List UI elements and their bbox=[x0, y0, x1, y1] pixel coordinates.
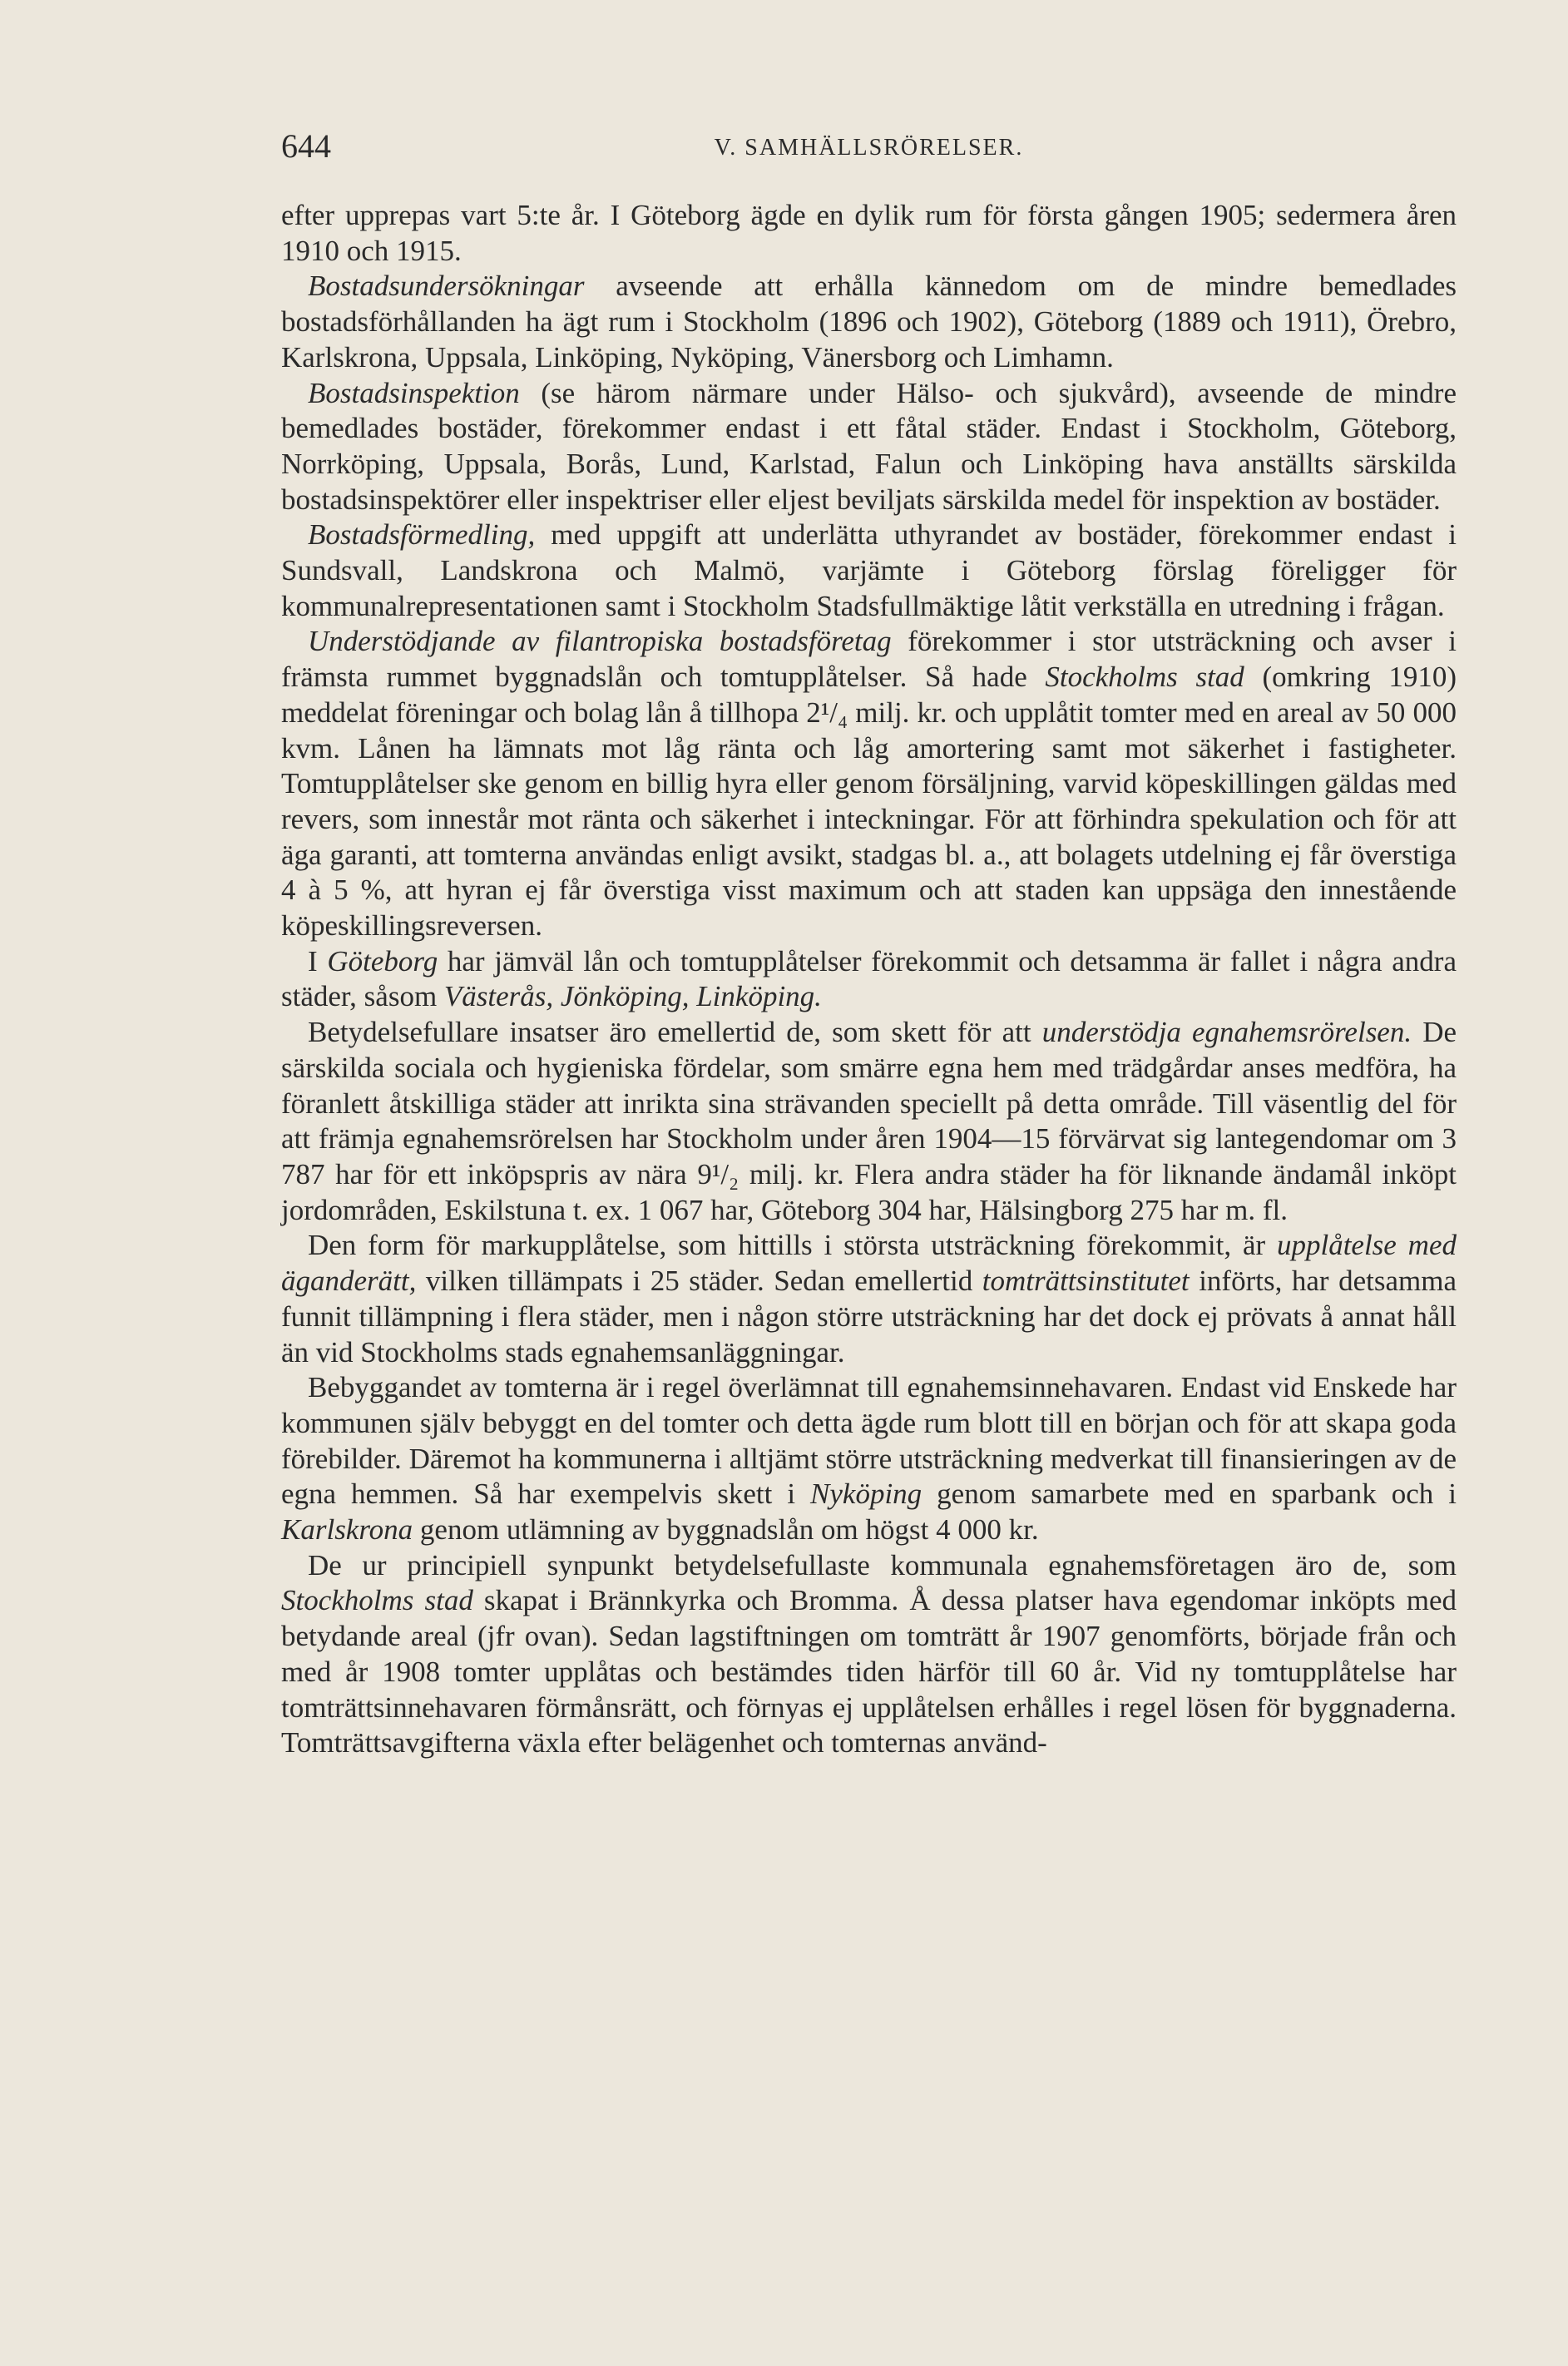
italic-term: Stockholms stad bbox=[281, 1584, 473, 1617]
text-run: De särskilda sociala och hygieniska fördelar, som smärre egna hem med trädgårdar anses medföra, ha föranlett åtskilliga städer att inrikta sina strävanden speciellt på detta område. Till väsentlig del för att främja egnahemsrörelsen har Stockholm under åren 1904—15 förvärvat sig lantegendomar om 3 787 har för ett inköpspris av nära 9¹/₂ milj. kr. Flera andra städer ha för liknande ändamål inköpt jordområden, Eskilstuna t. ex. 1 067 har, Göteborg 304 har, Hälsingborg 275 har m. fl. bbox=[281, 1016, 1457, 1226]
text-run: De ur principiell synpunkt betydelsefullaste kommunala egnahemsföretagen äro de, som bbox=[308, 1548, 1457, 1581]
page-number: 644 bbox=[281, 127, 331, 165]
paragraph bbox=[281, 517, 1457, 624]
italic-term: Västerås, Jönköping, Linköping. bbox=[443, 980, 822, 1013]
text-run: I bbox=[308, 944, 328, 978]
text-run: införts, har detsamma funnit tillämpning i flera städer, men i någon större utsträckning har det dock ej prövats å annat håll än vid Stockholms stads egnahemsanläggningar. bbox=[281, 1265, 1457, 1369]
running-head: V. SAMHÄLLSRÖRELSER. bbox=[714, 135, 1024, 161]
italic-term: Bostadsförmedling, bbox=[308, 518, 536, 552]
text-run: genom samarbete med en sparbank och i bbox=[922, 1478, 1457, 1511]
text-run: Betydelsefullare insatser äro emellertid de, som skett för att bbox=[308, 1016, 1042, 1049]
text-run: efter upprepas vart 5:te år. I Göteborg ägde en dylik rum för första gången 1905; sedermera åren 1910 och 1915. bbox=[281, 199, 1457, 267]
italic-term: tomträttsinstitutet bbox=[982, 1265, 1190, 1298]
italic-term: Göteborg bbox=[327, 944, 438, 978]
text-run: skapat i Brännkyrka och Bromma. Å dessa platser hava egendomar inköpts med betydande areal (jfr ovan). Sedan lagstiftningen om tomträtt år 1907 genomförts, började från och med år 1908 tomter upplåtas och bestämdes tiden härför till 60 år. Vid ny tomtupplåtelse har tomträttsinnehavaren förmånsrätt, och förnyas ej upplåtelsen erhålles i regel lösen för byggnaderna. Tomträttsavgifterna växla efter belägenhet och tomternas använd- bbox=[281, 1584, 1457, 1760]
italic-term: upplåtelse med äganderätt, bbox=[281, 1229, 1457, 1298]
text-run: (omkring 1910) meddelat föreningar och bolag lån å tillhopa 2¹/₄ milj. kr. och upplåtit tomter med en areal av 50 000 kvm. Lånen ha lämnats mot låg ränta och låg amortering samt mot säkerhet i fastigheter. Tomtupplåtelser ske genom en billig hyra eller genom försäljning, varvid köpeskillingen gäldas med revers, som innestår mot ränta och säkerhet i inteckningar. För att förhindra spekulation och för att äga garanti, att tomterna användas enligt avsikt, stadgas bl. a., att bolagets utdelning ej får överstiga 4 à 5 %, att hyran ej får överstiga visst maximum och att staden kan uppsäga den innestående köpeskillingsreversen. bbox=[281, 661, 1457, 943]
paragraph bbox=[281, 1370, 1457, 1548]
italic-term: Nyköping bbox=[810, 1478, 922, 1511]
paragraph bbox=[281, 944, 1457, 1015]
paragraph bbox=[281, 624, 1457, 943]
paragraph bbox=[281, 198, 1457, 269]
text-run: avseende att erhålla kännedom om de mindre bemedlades bostadsförhållanden ha ägt rum i Stockholm (1896 och 1902), Göteborg (1889 och 1911), Örebro, Karlskrona, Uppsala, Linköping, Nyköping, Vänersborg och Limhamn. bbox=[281, 270, 1457, 374]
text-run: (se härom närmare under Hälso- och sjukvård), avseende de mindre bemedlades bostäder, förekommer endast i ett fåtal städer. Endast i Stockholm, Göteborg, Norrköping, Uppsala, Borås, Lund, Karlstad, Falun och Linköping hava anställts särskilda bostadsinspektörer eller inspektriser eller eljest beviljats särskilda medel för inspektion av bostäder. bbox=[281, 376, 1457, 516]
italic-term: Bostadsinspektion bbox=[308, 376, 520, 409]
italic-term: Bostadsundersökningar bbox=[308, 270, 585, 303]
paragraph bbox=[281, 1548, 1457, 1761]
text-run: förekommer i stor utsträckning och avser i främsta rummet byggnadslån och tomtupplåtelser. Så hade bbox=[281, 625, 1457, 694]
text-run: vilken tillämpats i 25 städer. Sedan emellertid bbox=[416, 1265, 982, 1298]
body-text bbox=[281, 198, 1457, 1761]
italic-term: understödja egnahemsrörelsen. bbox=[1041, 1016, 1412, 1049]
italic-term: Stockholms stad bbox=[1045, 661, 1244, 694]
text-run: har jämväl lån och tomtupplåtelser förekommit och detsamma är fallet i några andra städer, såsom bbox=[281, 944, 1457, 1013]
italic-term: Karlskrona bbox=[281, 1513, 413, 1547]
paragraph bbox=[281, 269, 1457, 375]
text-run: Den form för markupplåtelse, som hittills i största utsträckning förekommit, är bbox=[308, 1229, 1277, 1262]
italic-term: Understödjande av filantropiska bostadsföretag bbox=[308, 625, 892, 658]
paragraph bbox=[281, 1015, 1457, 1228]
text-run: med uppgift att underlätta uthyrandet av bostäder, förekommer endast i Sundsvall, Landskrona och Malmö, varjämte i Göteborg förslag föreligger för kommunalrepresentationen samt i Stockholm Stadsfullmäktige låtit verkställa en utredning i frågan. bbox=[281, 518, 1457, 622]
text-run: genom utlämning av byggnadslån om högst 4 000 kr. bbox=[413, 1513, 1039, 1547]
text-run: Bebyggandet av tomterna är i regel överlämnat till egnahemsinnehavaren. Endast vid Enskede har kommunen själv bebyggt en del tomter och detta ägde rum blott till en början och för att skapa goda förebilder. Däremot ha kommunerna i alltjämt större utsträckning medverkat till finansieringen av de egna hemmen. Så har exempelvis skett i bbox=[281, 1371, 1457, 1511]
paragraph bbox=[281, 376, 1457, 518]
paragraph bbox=[281, 1228, 1457, 1370]
